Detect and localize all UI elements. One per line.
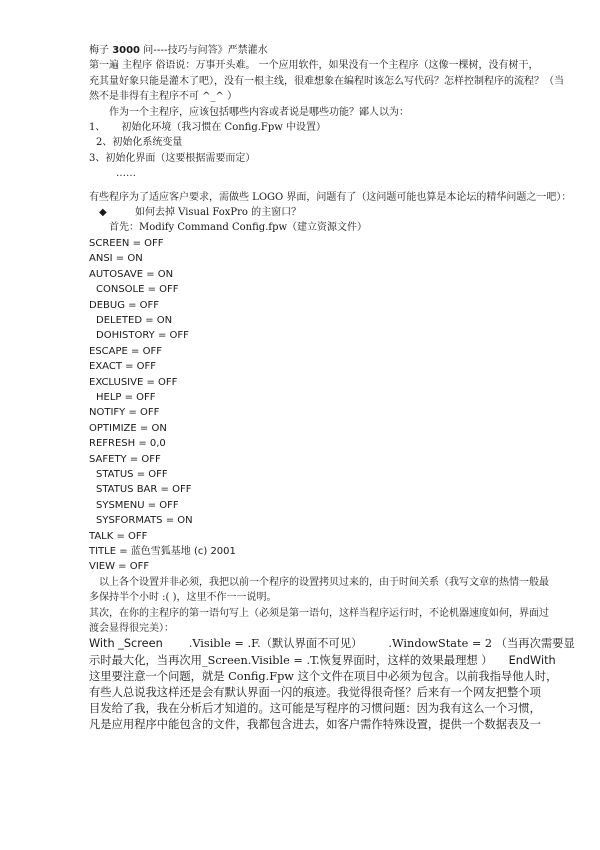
after-config-line-1: 以上各个设置并非必须，我把以前一个程序的设置拷贝过来的，由于时间关系（我写文章的热情一般最 (99, 576, 549, 588)
config-line: ESCAPE = OFF (89, 345, 162, 357)
document-title (89, 43, 519, 58)
config-line: NOTIFY = OFF (89, 407, 160, 419)
config-line: ANSI = ON (89, 253, 143, 265)
config-line: EXCLUSIVE = OFF (89, 376, 178, 388)
config-line: TITLE = 蓝色雪狐基地 (c) 2001 (89, 546, 236, 557)
intro-line-1: 第一遍 主程序 俗语说：万事开头难。 一个应用软件，如果没有一个主程序（这像一棵树，没有树干， (89, 60, 539, 72)
config-line: REFRESH = 0,0 (89, 438, 166, 450)
config-line: TALK = OFF (89, 530, 148, 542)
with-line-1 (89, 636, 575, 652)
after-config-line-2: 多保持半个小时 :( )，这里不作一一说明。 (89, 592, 277, 604)
config-line: STATUS BAR = OFF (96, 484, 192, 496)
list-number: 2、 (96, 137, 113, 149)
with-keyword: With _Screen (89, 637, 163, 651)
with-visible: .Visible = .F.（默认界面不可见） (188, 637, 363, 651)
with-line-2 (89, 653, 556, 669)
final-line-1: 这里要注意一个问题，就是 Config.Fpw 这个文件在项目中必须为包含。以前我指导他人时， (89, 669, 558, 683)
list-number: 1、 (89, 122, 106, 134)
list-number: 3、 (89, 152, 106, 164)
list-text: 初始化界面（这要根据需要而定） (105, 152, 256, 164)
config-line: HELP = OFF (96, 391, 156, 403)
bullet-question (89, 205, 519, 220)
with-comment: 示时最大化，当再次用_Screen.Visible = .T.恢复界面时，这样的效果最理想 ） (89, 653, 493, 667)
final-line-4: 凡是应用程序中能包含的文件，我都包含进去，如客户需作特殊设置，提供一个数据表及一 (89, 718, 541, 732)
intro-line-3: 然不是非得有主程序不可 ^_^ ） (89, 91, 238, 103)
config-line: OPTIMIZE = ON (89, 422, 167, 434)
title-number: 3000 (112, 45, 141, 56)
config-line: VIEW = OFF (89, 561, 150, 573)
config-line: DOHISTORY = OFF (96, 330, 189, 342)
intro-line-2: 充其量好象只能是灌木了吧），没有一根主线，很难想象在编程时该怎么写代码？怎样控制程序的流程？（当 (89, 75, 564, 87)
config-line: SAFETY = OFF (89, 453, 161, 465)
list-text: 初始化环境（我习惯在 Config.Fpw 中设置） (121, 122, 326, 134)
endwith-keyword: EndWith (508, 653, 556, 667)
logo-paragraph: 有些程序为了适应客户要求，需做些 LOGO 界面，问题有了（这问题可能也算是本论坛的精华问题之一吧）： (89, 191, 572, 203)
bullet-diamond-icon: ◆ (99, 207, 107, 219)
title-suffix: 问----技巧与问答》严禁灌水 (143, 45, 268, 56)
final-line-2: 有些人总说我这样还是会有默认界面一闪的痕迹。我觉得很奇怪？后来有一个网友把整个项 (89, 686, 541, 700)
list-item-2 (89, 135, 519, 150)
config-line: DEBUG = OFF (89, 299, 160, 311)
config-line: CONSOLE = OFF (96, 284, 179, 296)
config-line: SCREEN = OFF (89, 237, 164, 249)
after-config-line-3: 其次，在你的主程序的第一语句写上（必须是第一语句，这样当程序运行时，不论机器速度如何，界面过 (89, 607, 549, 619)
config-line: STATUS = OFF (96, 468, 168, 480)
after-config-line-4: 渡会显得很完美）： (89, 623, 174, 635)
ellipsis: …… (116, 168, 136, 180)
document-page (89, 43, 575, 734)
with-windowstate: .WindowState = 2 （当再次需要显 (388, 637, 575, 651)
config-line: AUTOSAVE = ON (89, 268, 174, 280)
config-line: DELETED = ON (96, 314, 173, 326)
config-line: EXACT = OFF (89, 361, 157, 373)
final-line-3: 目发给了我，我在分析后才知道的。这可能是写程序的习惯问题：因为我有这么一个习惯， (89, 702, 541, 716)
config-line: SYSFORMATS = ON (96, 515, 193, 527)
config-line: SYSMENU = OFF (96, 499, 179, 511)
list-item-1 (89, 120, 519, 135)
list-text: 初始化系统变量 (112, 137, 183, 149)
bullet-text: 如何去掉 Visual FoxPro 的主窗口？ (135, 207, 302, 219)
question-paragraph: 作为一个主程序，应该包括哪些内容或者说是哪些功能？鄙人以为： (109, 106, 409, 118)
title-prefix: 梅子 (89, 45, 109, 56)
config-listing (89, 236, 519, 575)
first-step-line: 首先：Modify Command Config.fpw（建立资源文件） (109, 222, 368, 234)
list-item-3 (89, 151, 519, 166)
